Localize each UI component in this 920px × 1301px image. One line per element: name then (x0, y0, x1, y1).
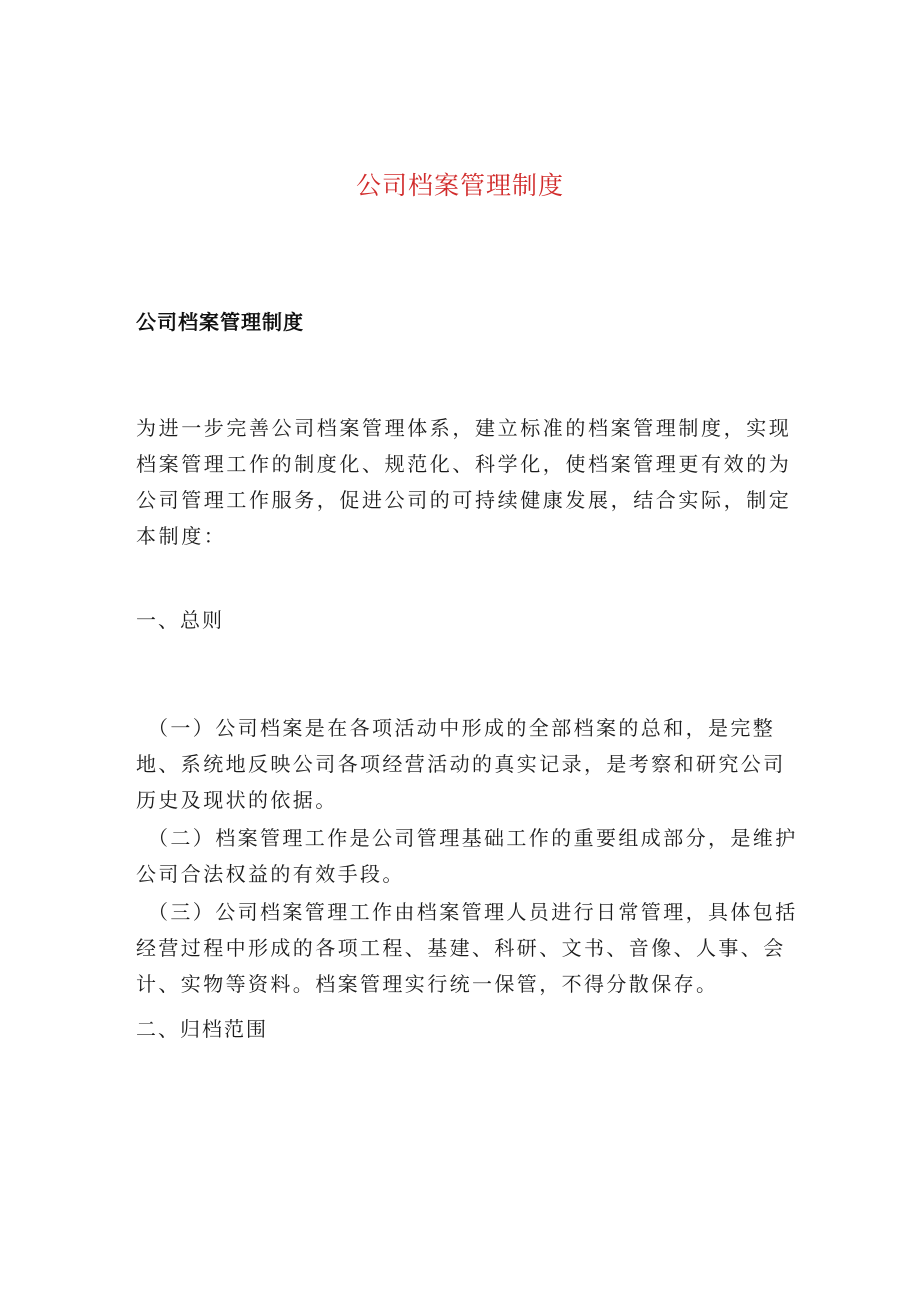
page-title: 公司档案管理制度 (355, 171, 564, 200)
clause-1: （一）公司档案是在各项活动中形成的全部档案的总和，是完整地、系统地反映公司各项经营活动的真实记录，是考察和研究公司历史及现状的依据。 (136, 716, 786, 812)
section-title-archive-scope: 二、归档范围 (136, 1017, 268, 1041)
section-title-general: 一、总则 (136, 608, 224, 632)
intro-paragraph: 为进一步完善公司档案管理体系，建立标准的档案管理制度，实现档案管理工作的制度化、规范化、科学化，使档案管理更有效的为公司管理工作服务，促进公司的可持续健康发展，结合实际，制定本制度： (136, 416, 792, 548)
document-heading: 公司档案管理制度 (136, 310, 304, 334)
clause-3: （三）公司档案管理工作由档案管理人员进行日常管理，具体包括经营过程中形成的各项工程、基建、科研、文书、音像、人事、会计、实物等资料。档案管理实行统一保管，不得分散保存。 (136, 900, 798, 996)
clause-2: （二）档案管理工作是公司管理基础工作的重要组成部分，是维护公司合法权益的有效手段。 (136, 826, 798, 886)
general-clauses (136, 710, 806, 1004)
